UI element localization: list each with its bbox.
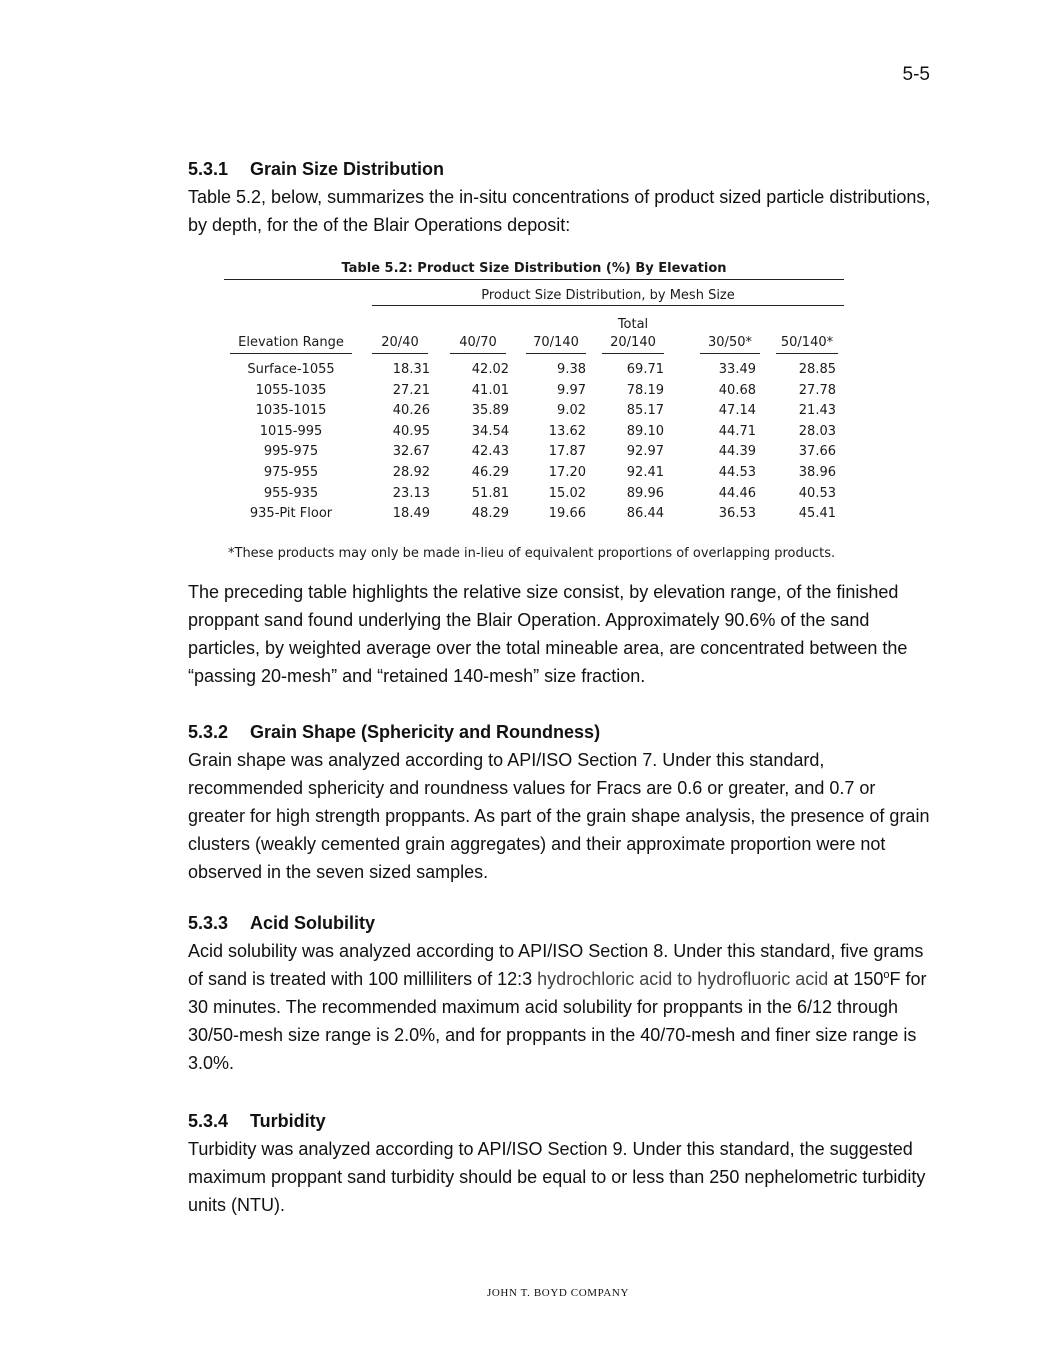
cell-total: 86.44 <box>626 506 664 522</box>
acid-ratio-text: hydrochloric acid to hydrofluoric acid <box>537 969 829 989</box>
cell-50-140: 28.85 <box>798 362 836 377</box>
section-heading <box>188 718 933 746</box>
cell-70-140: 9.02 <box>557 403 586 419</box>
cell-30-50: 44.39 <box>718 444 756 460</box>
cell-elevation: 1015-995 <box>259 423 323 439</box>
table-row <box>224 442 844 463</box>
cell-20-40: 18.31 <box>392 362 430 377</box>
cell-total: 69.71 <box>626 362 664 377</box>
cell-20-40: 40.95 <box>392 423 430 439</box>
cell-30-50: 44.46 <box>718 485 756 501</box>
section-body: Turbidity was analyzed according to API/ISO Section 9. Under this standard, the suggested maximum proppant sand turbidity should be equal to or less than 250 nephelometric turbidity units (NTU). <box>188 1139 926 1215</box>
group-header-label: Product Size Distribution, by Mesh Size <box>372 288 844 306</box>
cell-50-140: 21.43 <box>798 403 836 419</box>
section-number: 5.3.3 <box>188 913 229 933</box>
cell-50-140: 37.66 <box>798 444 836 460</box>
cell-70-140: 9.38 <box>557 362 586 377</box>
page-footer: JOHN T. BOYD COMPANY <box>487 1287 629 1299</box>
cell-20-40: 40.26 <box>392 403 430 419</box>
section-body: Grain shape was analyzed according to API/ISO Section 7. Under this standard, recommended sphericity and roundness values for Fracs are 0.6 or greater, and 0.7 or greater for high strength proppants. As part of the grain shape analysis, the presence of grain clusters (weakly cemented grain aggregates) and their approximate proportion were not observed in the seven sized samples. <box>188 750 930 882</box>
column-header-70-140: 70/140 <box>526 334 586 354</box>
cell-20-40: 27.21 <box>392 382 430 398</box>
cell-elevation: 1055-1035 <box>255 382 327 398</box>
column-header-50-140: 50/140* <box>776 334 838 354</box>
cell-total: 92.97 <box>626 444 664 460</box>
table-column-headers <box>224 310 844 354</box>
page-number: 5-5 <box>902 64 930 85</box>
section-title: Grain Shape (Sphericity and Roundness) <box>250 722 601 742</box>
cell-70-140: 15.02 <box>548 485 586 501</box>
cell-50-140: 45.41 <box>798 506 836 522</box>
cell-elevation: 975-955 <box>263 464 319 480</box>
cell-50-140: 38.96 <box>798 464 836 480</box>
cell-40-70: 46.29 <box>471 464 509 480</box>
cell-40-70: 34.54 <box>471 423 509 439</box>
section-body <box>188 937 933 1077</box>
section-number: 5.3.1 <box>188 159 229 179</box>
cell-total: 78.19 <box>626 382 664 398</box>
cell-total: 85.17 <box>626 403 664 419</box>
column-header-total <box>602 316 664 354</box>
table-caption: Table 5.2: Product Size Distribution (%) By Elevation <box>224 258 844 280</box>
cell-total: 89.96 <box>626 485 664 501</box>
cell-50-140: 28.03 <box>798 423 836 439</box>
cell-70-140: 13.62 <box>548 423 586 439</box>
table-row <box>224 422 844 443</box>
table-row <box>224 463 844 484</box>
cell-40-70: 51.81 <box>471 485 509 501</box>
section-5-3-2 <box>188 718 933 886</box>
section-intro: Table 5.2, below, summarizes the in-situ concentrations of product sized particle distributions, by depth, for the of the Blair Operations deposit: <box>188 187 931 235</box>
section-5-3-4 <box>188 1107 933 1219</box>
column-header-total-top: Total <box>617 317 649 332</box>
cell-30-50: 47.14 <box>718 403 756 419</box>
section-title: Acid Solubility <box>250 913 376 933</box>
cell-70-140: 17.20 <box>548 464 586 480</box>
column-header-20-40: 20/40 <box>372 334 428 354</box>
table-row <box>224 484 844 505</box>
cell-20-40: 23.13 <box>392 485 430 501</box>
cell-20-40: 28.92 <box>392 464 430 480</box>
cell-40-70: 35.89 <box>471 403 509 419</box>
section-number: 5.3.4 <box>188 1111 229 1131</box>
cell-50-140: 27.78 <box>798 382 836 398</box>
cell-30-50: 36.53 <box>718 506 756 522</box>
table-footnote: *These products may only be made in-lieu of equivalent proportions of overlapping products. <box>228 546 836 561</box>
cell-40-70: 42.02 <box>471 362 509 377</box>
body-text-c: F for 30 minutes. The recommended maximum acid solubility for proppants in the 6/12 through 30/50-mesh size range is 2.0%, and for proppants in the 40/70-mesh and finer size range is 3.0%. <box>188 969 927 1073</box>
cell-30-50: 44.71 <box>718 423 756 439</box>
cell-70-140: 19.66 <box>548 506 586 522</box>
cell-40-70: 42.43 <box>471 444 509 460</box>
section-5-3-1-continued <box>188 578 933 690</box>
cell-elevation: 1035-1015 <box>255 403 327 419</box>
table-row <box>224 381 844 402</box>
body-text-a: Acid solubility was analyzed according to API/ISO Section 8. Under this standard, five grams of sand is treated with 100 milliliters of 12:3 <box>188 941 924 989</box>
section-5-3-1 <box>188 155 933 239</box>
cell-elevation: 995-975 <box>263 444 319 460</box>
section-heading <box>188 155 933 183</box>
column-header-total-bottom: 20/140 <box>610 335 656 350</box>
section-number: 5.3.2 <box>188 722 229 742</box>
product-size-table <box>224 258 844 525</box>
degree-superscript: o <box>883 969 890 981</box>
column-header-40-70: 40/70 <box>450 334 506 354</box>
cell-70-140: 17.87 <box>548 444 586 460</box>
section-heading <box>188 1107 933 1135</box>
body-text-b: at 150 <box>828 969 884 989</box>
section-5-3-3 <box>188 909 933 1077</box>
column-header-30-50: 30/50* <box>700 334 760 354</box>
cell-total: 89.10 <box>626 423 664 439</box>
column-header-elevation: Elevation Range <box>230 334 352 354</box>
cell-elevation: 955-935 <box>263 485 319 501</box>
table-row <box>224 401 844 422</box>
cell-40-70: 48.29 <box>471 506 509 522</box>
cell-30-50: 40.68 <box>718 382 756 398</box>
table-row <box>224 360 844 381</box>
table-body <box>224 354 844 525</box>
cell-20-40: 32.67 <box>392 444 430 460</box>
cell-30-50: 33.49 <box>718 362 756 377</box>
cell-70-140: 9.97 <box>557 382 586 398</box>
cell-40-70: 41.01 <box>471 382 509 398</box>
section-title: Grain Size Distribution <box>250 159 445 179</box>
cell-total: 92.41 <box>626 464 664 480</box>
cell-50-140: 40.53 <box>798 485 836 501</box>
cell-elevation: 935-Pit Floor <box>249 506 333 522</box>
section-title: Turbidity <box>250 1111 326 1131</box>
cell-20-40: 18.49 <box>392 506 430 522</box>
cell-elevation: Surface-1055 <box>247 362 335 377</box>
cell-30-50: 44.53 <box>718 464 756 480</box>
table-row <box>224 504 844 525</box>
section-heading <box>188 909 933 937</box>
table-group-header <box>224 280 844 310</box>
table-discussion: The preceding table highlights the relative size consist, by elevation range, of the finished proppant sand found underlying the Blair Operation. Approximately 90.6% of the sand particles, by weighted average over the total mineable area, are concentrated between the “passing 20-mesh” and “retained 140-mesh” size fraction. <box>188 582 908 686</box>
